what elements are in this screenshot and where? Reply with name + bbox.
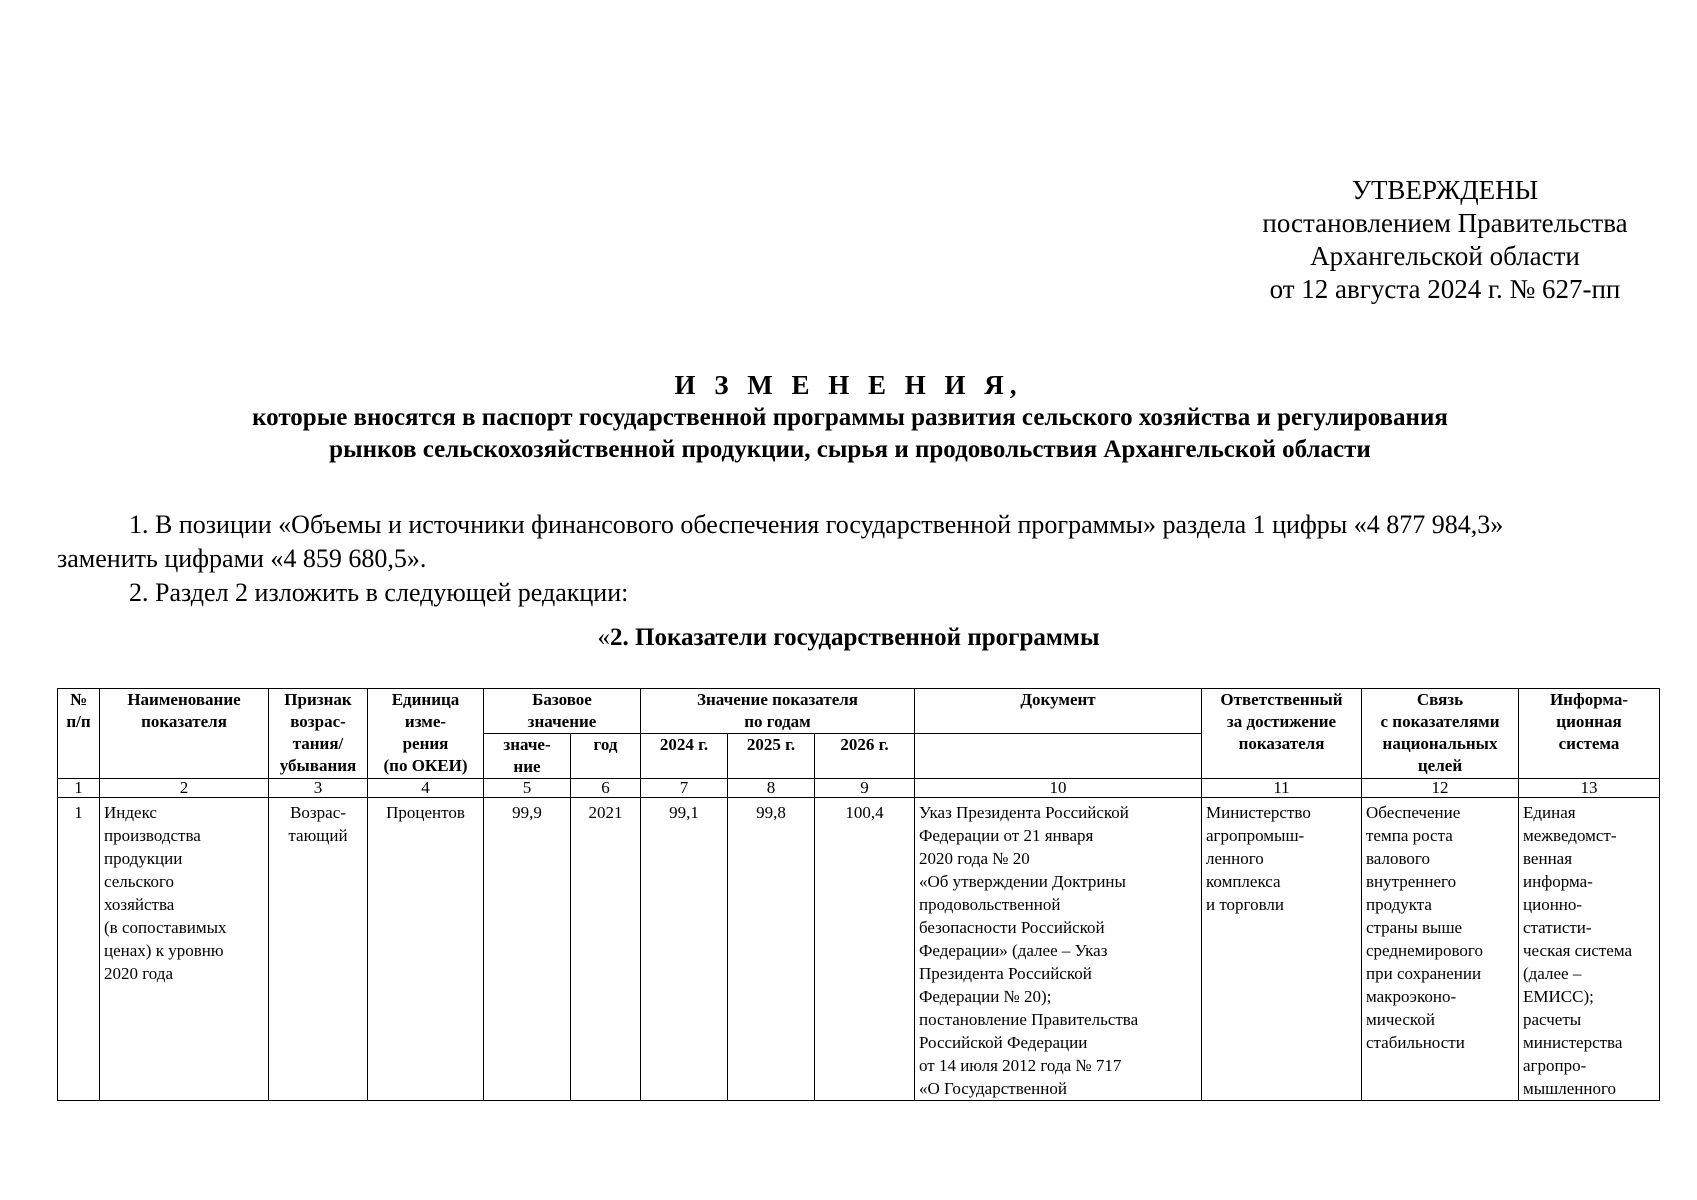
- header-document-blank: [915, 734, 1202, 779]
- column-number: 12: [1362, 779, 1519, 798]
- header-base-value: значе- ние: [484, 734, 571, 779]
- column-number: 11: [1202, 779, 1362, 798]
- header-name: Наименование показателя: [100, 689, 269, 779]
- header-sign: Признак возрас- тания/ убывания: [269, 689, 368, 779]
- approval-line-4: от 12 августа 2024 г. № 627-пп: [1269, 274, 1621, 304]
- subtitle-line-1: которые вносятся в паспорт государственной программы развития сельского хозяйства и регулирования: [252, 404, 1448, 431]
- column-number: 10: [915, 779, 1202, 798]
- paragraph-1: [57, 508, 1657, 576]
- paragraph-2: 2. Раздел 2 изложить в следующей редакции:: [129, 578, 629, 607]
- column-number: 3: [269, 779, 368, 798]
- cell-2025: 99,8: [728, 798, 815, 1101]
- header-2026: 2026 г.: [815, 734, 915, 779]
- approval-line-2: постановлением Правительства: [1262, 208, 1628, 238]
- header-link: Связь с показателями национальных целей: [1362, 689, 1519, 779]
- column-number-row: [58, 779, 1660, 798]
- header-unit: Единица изме- рения (по ОКЕИ): [368, 689, 484, 779]
- header-2024: 2024 г.: [641, 734, 728, 779]
- header-base: Базовое значение: [484, 689, 641, 734]
- header-by-years: Значение показателя по годам: [641, 689, 915, 734]
- section-open-quote: «: [597, 624, 610, 651]
- column-number: 4: [368, 779, 484, 798]
- table-row: [58, 798, 1660, 1101]
- cell-2024: 99,1: [641, 798, 728, 1101]
- cell-unit: Процентов: [368, 798, 484, 1101]
- subtitle-line-2: рынков сельскохозяйственной продукции, сырья и продовольствия Архангельской области: [329, 436, 1371, 463]
- document-title: И З М Е Н Е Н И Я,: [674, 370, 1023, 400]
- approval-line-3: Архангельской области: [1310, 241, 1580, 271]
- header-num: № п/п: [58, 689, 100, 779]
- column-number: 5: [484, 779, 571, 798]
- cell-base-year: 2021: [571, 798, 641, 1101]
- cell-base-value: 99,9: [484, 798, 571, 1101]
- cell-name: Индекс производства продукции сельского хозяйства (в сопоставимых ценах) к уровню 2020 года: [100, 798, 269, 1101]
- cell-sign: Возрас- тающий: [269, 798, 368, 1101]
- header-responsible: Ответственный за достижение показателя: [1202, 689, 1362, 779]
- column-number: 6: [571, 779, 641, 798]
- document-subtitle: [60, 402, 1640, 466]
- cell-link: Обеспечение темпа роста валового внутреннего продукта страны выше среднемирового при сохранении макроэконо- мической стабильности: [1362, 798, 1519, 1101]
- column-number: 13: [1519, 779, 1660, 798]
- column-number: 8: [728, 779, 815, 798]
- indicators-table: [57, 688, 1660, 1101]
- paragraph-1-line-2: заменить цифрами «4 859 680,5».: [57, 544, 427, 573]
- header-2025: 2025 г.: [728, 734, 815, 779]
- section-title-text: 2. Показатели государственной программы: [610, 624, 1100, 651]
- header-document: Документ: [915, 689, 1202, 734]
- column-number: 9: [815, 779, 915, 798]
- column-number: 2: [100, 779, 269, 798]
- cell-info: Единая межведомст- венная информа- ционно- статисти- ческая система (далее – ЕМИСС); расчеты министерства агропро- мышленного: [1519, 798, 1660, 1101]
- paragraph-1-line-1: 1. В позиции «Объемы и источники финансового обеспечения государственной программы» раздела 1 цифры «4 877 984,3»: [129, 510, 1504, 539]
- header-info: Информа- ционная система: [1519, 689, 1660, 779]
- section-title: [0, 624, 1697, 652]
- approval-line-1: УТВЕРЖДЕНЫ: [1351, 175, 1539, 205]
- approval-block: [1230, 174, 1660, 306]
- column-number: 1: [58, 779, 100, 798]
- cell-responsible: Министерство агропромыш- ленного комплекса и торговли: [1202, 798, 1362, 1101]
- cell-num: 1: [58, 798, 100, 1101]
- cell-document: Указ Президента Российской Федерации от 21 января 2020 года № 20 «Об утверждении Доктрины продовольственной безопасности Российской Федерации» (далее – Указ Президента Российской Федерации № 20); постановление Правительства Российской Федерации от 14 июля 2012 года № 717 «О Государственной: [915, 798, 1202, 1101]
- column-number: 7: [641, 779, 728, 798]
- cell-2026: 100,4: [815, 798, 915, 1101]
- header-base-year: год: [571, 734, 641, 779]
